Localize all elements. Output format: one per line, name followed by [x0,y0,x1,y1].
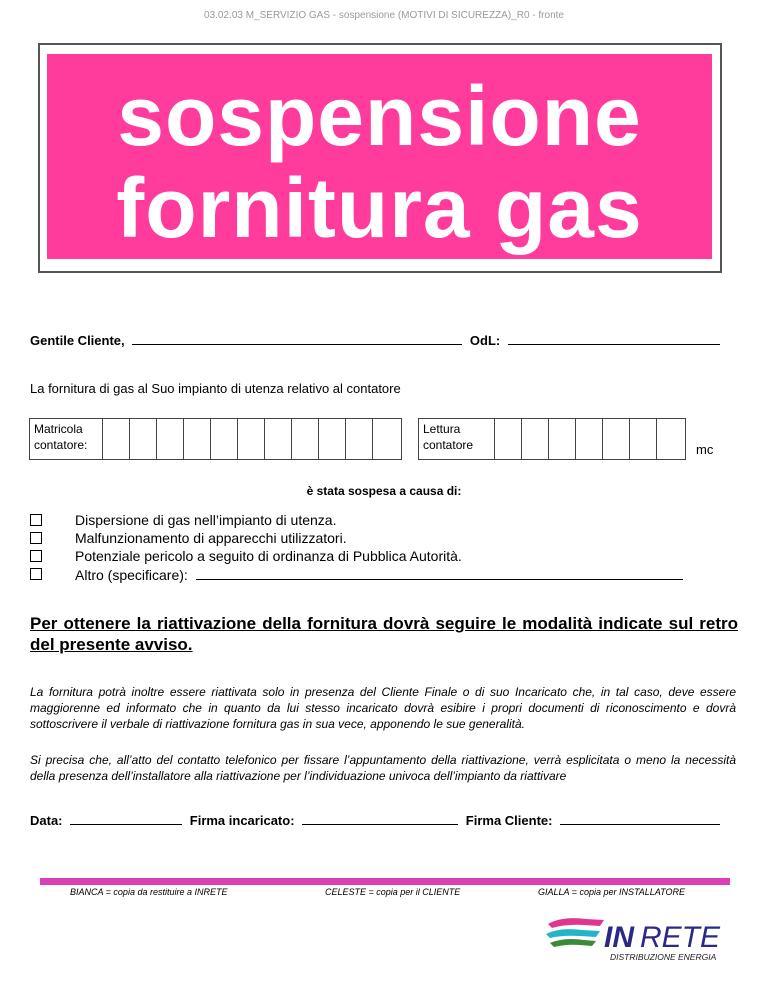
logo-name-rest: RETE [640,921,721,954]
reason-text: Malfunzionamento di apparecchi utilizzatori. [75,530,347,546]
cliente-signature-field[interactable] [560,812,720,825]
matricola-digit-cell[interactable] [238,419,265,459]
banner-title-line1: sospensione [117,69,642,163]
logo-tagline: DISTRIBUZIONE ENERGIA [610,952,717,962]
lettura-digit-cell[interactable] [603,419,630,459]
reason-other [75,565,683,584]
reason-text: Dispersione di gas nell’impianto di utenza. [75,512,337,528]
intro-text: La fornitura di gas al Suo impianto di utenza relativo al contatore [30,381,401,396]
reactivation-paragraph: La fornitura potrà inoltre essere riattivata solo in presenza del Cliente Finale o di suo Incaricato che, in tal caso, deve essere maggiorenne ed informato che in quanto da lui stesso incaricato dovrà esibire i propri documenti di riconoscimento e dovrà sottoscrivere il verbale di riattivazione fornitura gas in sua vece, apponendo le sue generalità. [30,685,736,731]
other-reason-field[interactable] [196,565,683,580]
cliente-signature-label: Firma Cliente: [465,813,553,828]
document-code: 03.02.03 M_SERVIZIO GAS - sospensione (MOTIVI DI SICUREZZA)_R0 - fronte [204,10,564,21]
date-field[interactable] [70,812,182,825]
suspended-by-heading: è stata sospesa a causa di: [306,484,462,498]
lettura-digit-cell[interactable] [549,419,576,459]
reason-checkbox[interactable] [30,532,42,544]
matricola-digit-cell[interactable] [265,419,292,459]
lettura-digit-cell[interactable] [495,419,522,459]
matricola-digit-cell[interactable] [211,419,238,459]
logo-name-bold: IN [604,921,634,954]
matricola-digit-cell[interactable] [292,419,319,459]
copy-white-label: BIANCA = copia da restituire a INRETE [70,887,228,897]
reason-checkbox[interactable] [30,514,42,526]
inrete-logo-graphic [546,914,736,964]
matricola-label: Matricola contatore: [30,419,103,459]
odl-label: OdL: [469,333,501,348]
reason-text: Potenziale pericolo a seguito di ordinanza di Pubblica Autorità. [75,548,462,564]
lettura-label: Lettura contatore [419,419,495,459]
greeting-label: Gentile Cliente, [30,333,125,348]
footer-divider [40,878,730,885]
matricola-digit-cell[interactable] [373,419,400,459]
incaricato-signature-label: Firma incaricato: [189,813,295,828]
date-label: Data: [30,813,63,828]
customer-name-field[interactable] [132,332,462,345]
matricola-digit-cell[interactable] [346,419,373,459]
matricola-digit-cell[interactable] [130,419,157,459]
matricola-box [29,418,402,460]
matricola-digit-cell[interactable] [319,419,346,459]
lettura-digit-cell[interactable] [657,419,684,459]
lettura-box [418,418,686,460]
signature-row [30,812,720,828]
matricola-digit-cell[interactable] [103,419,130,459]
lettura-digit-cell[interactable] [630,419,657,459]
lettura-digit-cell[interactable] [576,419,603,459]
reason-text: Altro (specificare): [75,567,188,583]
copy-blue-label: CELESTE = copia per il CLIENTE [325,887,461,897]
lettura-digit-cell[interactable] [522,419,549,459]
incaricato-signature-field[interactable] [302,812,458,825]
matricola-digit-cell[interactable] [184,419,211,459]
unit-label: mc [696,442,714,457]
banner-title-line2: fornitura gas [116,161,643,255]
reactivation-notice: Per ottenere la riattivazione della fornitura dovrà seguire le modalità indicate sul retro del presente avviso. [30,614,738,654]
appointment-paragraph: Si precisa che, all’atto del contatto telefonico per fissare l’appuntamento della riattivazione, verrà esplicitata o meno la necessità della presenza dell’installatore alla riattivazione per l’individuazione univoca dell’impianto da riattivare [30,753,736,783]
odl-field[interactable] [508,332,720,345]
reason-checkbox[interactable] [30,550,42,562]
reason-checkbox[interactable] [30,568,42,580]
greeting-row [30,332,720,348]
title-banner [47,54,712,259]
matricola-digit-cell[interactable] [157,419,184,459]
copy-yellow-label: GIALLA = copia per INSTALLATORE [538,887,685,897]
inrete-logo [546,914,736,964]
